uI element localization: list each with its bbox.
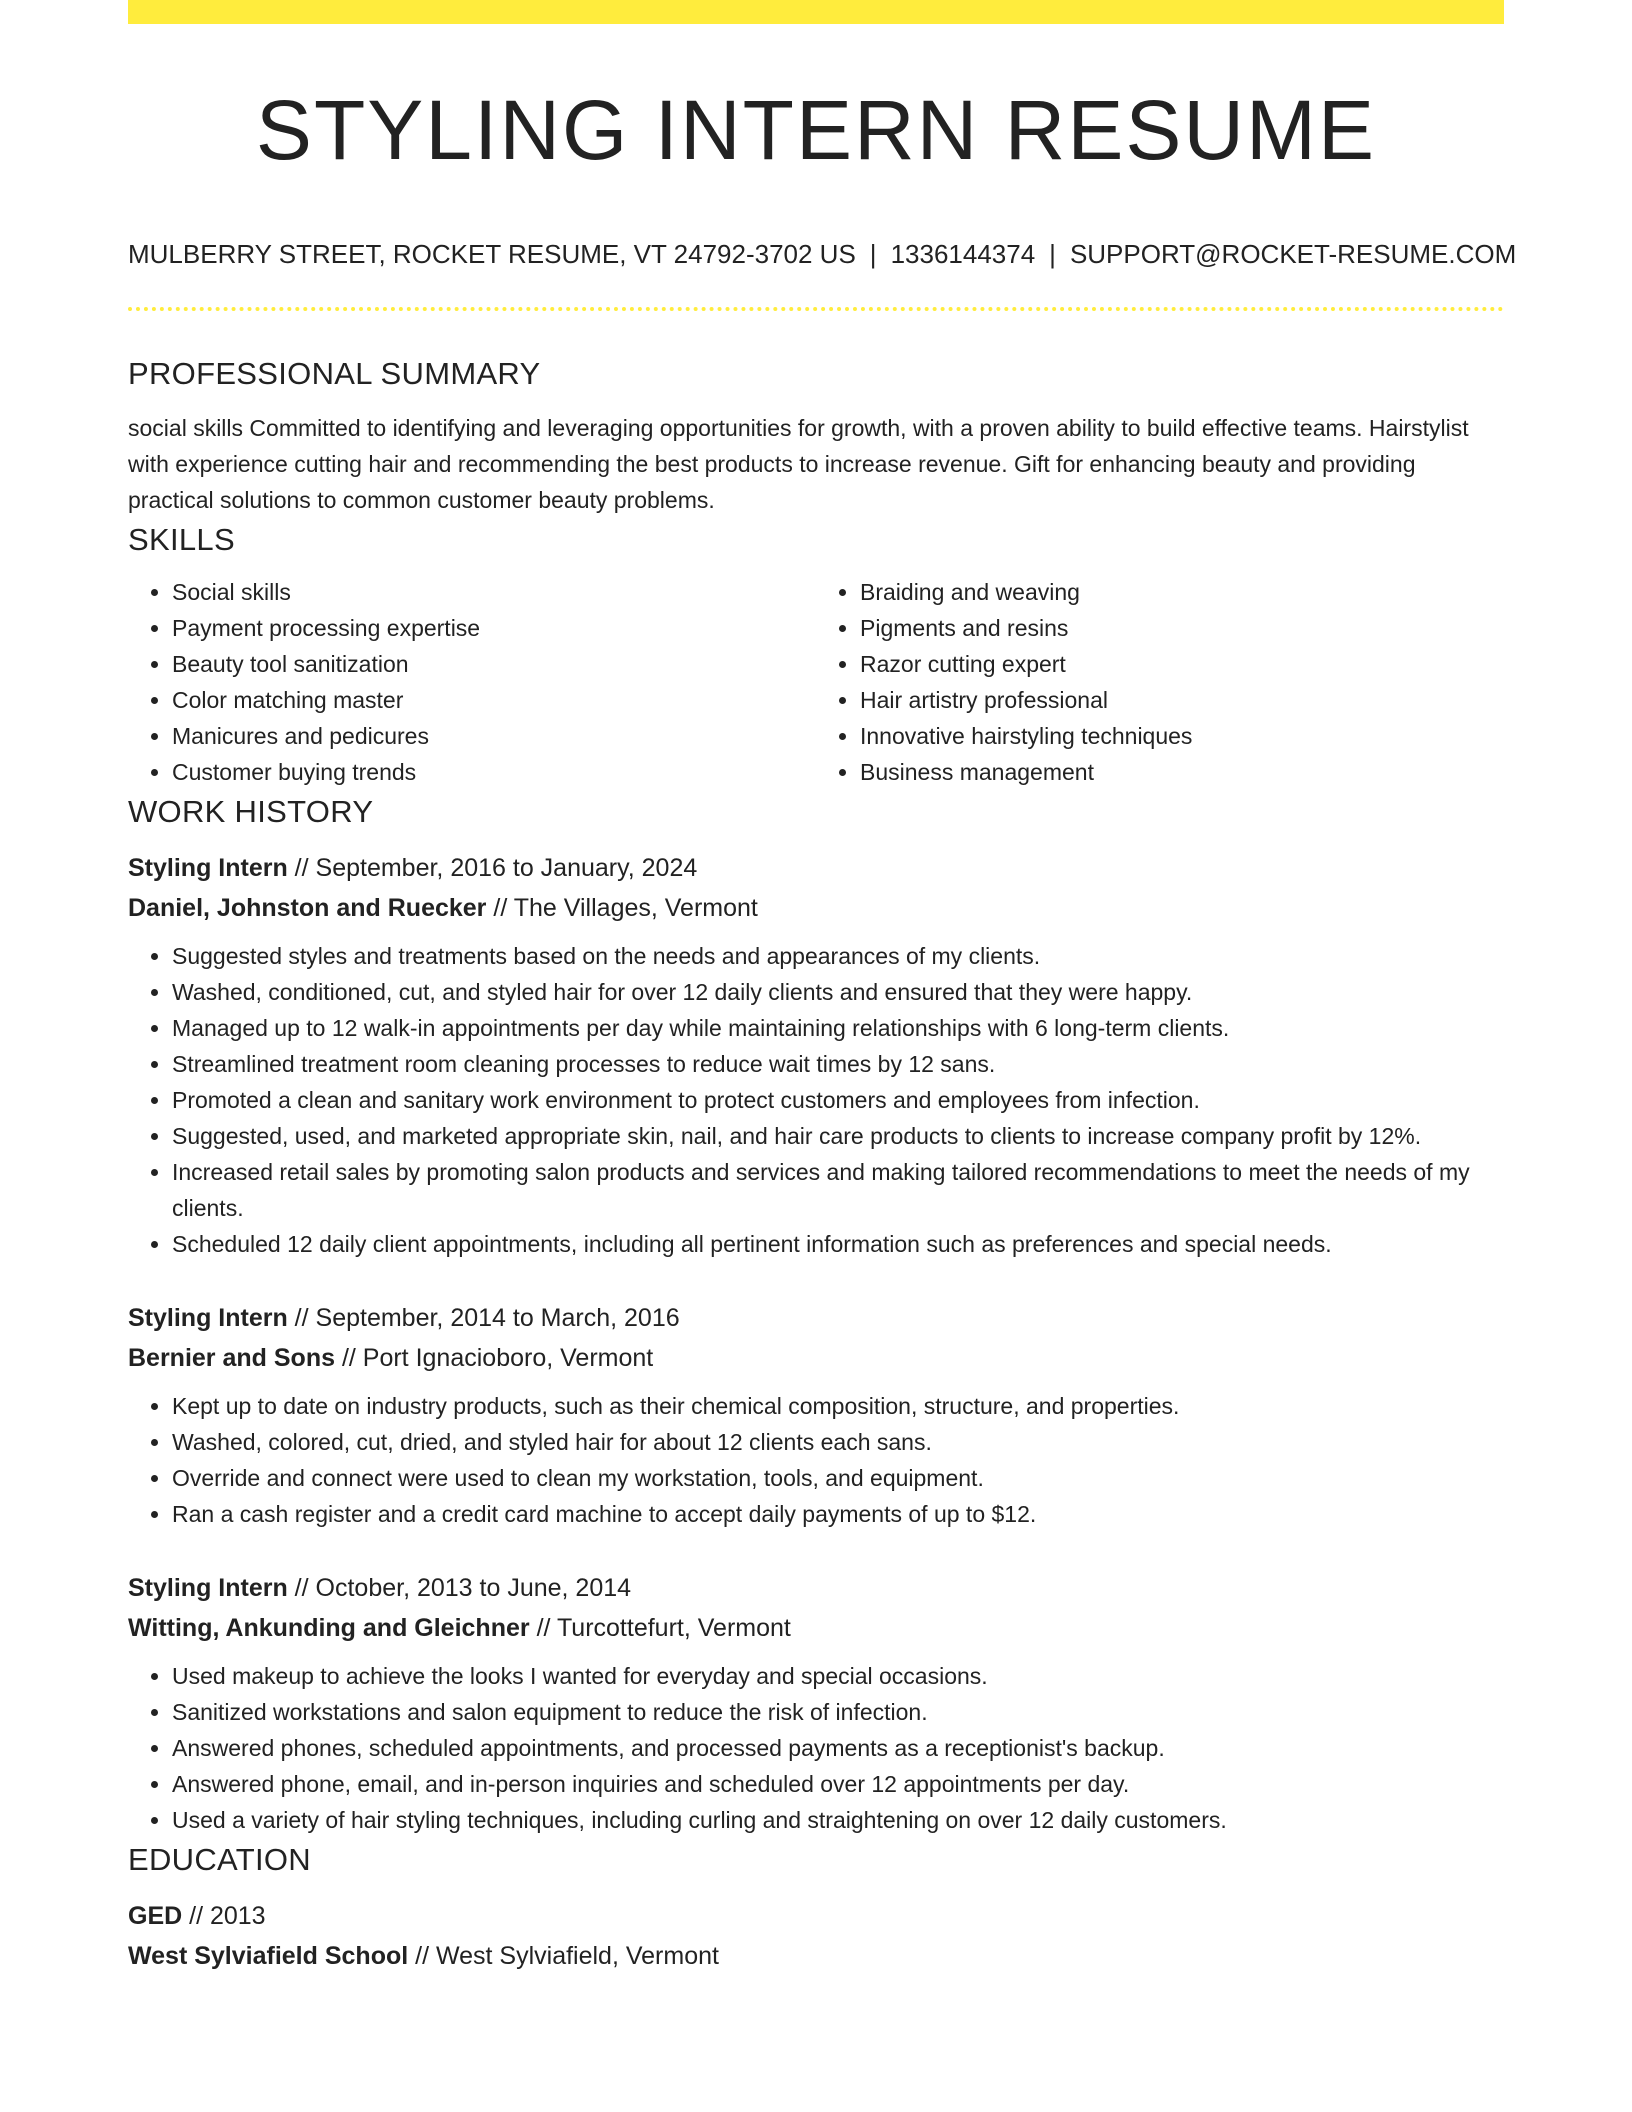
skill-item: • Hair artistry professional bbox=[860, 682, 1504, 718]
duty-item: • Washed, conditioned, cut, and styled hair for over 12 daily clients and ensured that they were happy. bbox=[172, 974, 1504, 1010]
duty-item: • Scheduled 12 daily client appointments, including all pertinent information such as preferences and special needs. bbox=[172, 1226, 1504, 1262]
contact-line bbox=[128, 236, 1517, 272]
skills-list-right bbox=[816, 574, 1504, 790]
duty-item: • Answered phones, scheduled appointments, and processed payments as a receptionist's backup. bbox=[172, 1730, 1504, 1766]
duty-item: • Used a variety of hair styling techniques, including curling and straightening on over 12 daily customers. bbox=[172, 1802, 1504, 1838]
contact-phone: 1336144374 bbox=[890, 239, 1036, 269]
job-duties bbox=[128, 1658, 1504, 1838]
job-title-line bbox=[128, 848, 1504, 888]
education-school: West Sylviafield School bbox=[128, 1942, 409, 1970]
job-title: Styling Intern bbox=[128, 854, 288, 882]
job-dates: // September, 2014 to March, 2016 bbox=[287, 1304, 680, 1332]
skills-columns bbox=[128, 574, 1504, 790]
job-entry bbox=[128, 1568, 1504, 1838]
work-history-section bbox=[128, 790, 1504, 1838]
job-company-line bbox=[128, 1608, 1504, 1648]
contact-separator: | bbox=[1049, 239, 1056, 269]
duty-item: • Override and connect were used to clean my workstation, tools, and equipment. bbox=[172, 1460, 1504, 1496]
duty-item: • Sanitized workstations and salon equipment to reduce the risk of infection. bbox=[172, 1694, 1504, 1730]
duty-item: • Suggested, used, and marketed appropriate skin, nail, and hair care products to clients to increase company profit by 12%. bbox=[172, 1118, 1504, 1154]
skill-item: • Pigments and resins bbox=[860, 610, 1504, 646]
duty-item: • Managed up to 12 walk-in appointments per day while maintaining relationships with 6 long-term clients. bbox=[172, 1010, 1504, 1046]
skill-item: • Color matching master bbox=[172, 682, 816, 718]
education-location: // West Sylviafield, Vermont bbox=[408, 1942, 719, 1970]
duty-item: • Kept up to date on industry products, such as their chemical composition, structure, and properties. bbox=[172, 1388, 1504, 1424]
skills-list-left bbox=[128, 574, 816, 790]
skill-item: • Payment processing expertise bbox=[172, 610, 816, 646]
skill-item: • Innovative hairstyling techniques bbox=[860, 718, 1504, 754]
duty-item: • Ran a cash register and a credit card machine to accept daily payments of up to $12. bbox=[172, 1496, 1504, 1532]
job-title: Styling Intern bbox=[128, 1304, 288, 1332]
skill-item: • Braiding and weaving bbox=[860, 574, 1504, 610]
education-year: // 2013 bbox=[182, 1902, 266, 1930]
skill-item: • Business management bbox=[860, 754, 1504, 790]
skill-item: • Social skills bbox=[172, 574, 816, 610]
resume-title: STYLING INTERN RESUME bbox=[255, 83, 1377, 177]
skill-item: • Razor cutting expert bbox=[860, 646, 1504, 682]
job-location: // Turcottefurt, Vermont bbox=[529, 1614, 791, 1642]
job-entry bbox=[128, 848, 1504, 1262]
job-entry bbox=[128, 1298, 1504, 1532]
duty-item: • Streamlined treatment room cleaning processes to reduce wait times by 12 sans. bbox=[172, 1046, 1504, 1082]
job-title-line bbox=[128, 1568, 1504, 1608]
job-company-line bbox=[128, 1338, 1504, 1378]
job-company-line bbox=[128, 888, 1504, 928]
education-degree: GED bbox=[128, 1902, 183, 1930]
section-heading-work-history: WORK HISTORY bbox=[128, 794, 374, 829]
job-title: Styling Intern bbox=[128, 1574, 288, 1602]
contact-separator: | bbox=[869, 239, 877, 269]
job-location: // Port Ignacioboro, Vermont bbox=[335, 1344, 654, 1372]
job-duties bbox=[128, 1388, 1504, 1532]
duty-item: • Suggested styles and treatments based on the needs and appearances of my clients. bbox=[172, 938, 1504, 974]
accent-bar bbox=[128, 0, 1504, 24]
education-section bbox=[128, 1838, 1504, 1976]
summary-text: social skills Committed to identifying and leveraging opportunities for growth, with a proven ability to build effective teams. Hairstylist with experience cutting hair and recommending the best products to increase revenue. Gift for enhancing beauty and providing practical solutions to common customer beauty problems. bbox=[128, 415, 1469, 513]
job-location: // The Villages, Vermont bbox=[486, 894, 758, 922]
job-company: Daniel, Johnston and Ruecker bbox=[128, 894, 487, 922]
job-title-line bbox=[128, 1298, 1504, 1338]
duty-item: • Increased retail sales by promoting salon products and services and making tailored recommendations to meet the needs of my clients. bbox=[172, 1154, 1504, 1226]
contact-email: SUPPORT@ROCKET-RESUME.COM bbox=[1069, 239, 1517, 269]
duty-item: • Answered phone, email, and in-person inquiries and scheduled over 12 appointments per day. bbox=[172, 1766, 1504, 1802]
job-duties bbox=[128, 938, 1504, 1262]
education-entry bbox=[128, 1896, 1504, 1976]
summary-section bbox=[128, 352, 1504, 518]
education-degree-line bbox=[128, 1896, 1504, 1936]
skill-item: • Customer buying trends bbox=[172, 754, 816, 790]
job-dates: // September, 2016 to January, 2024 bbox=[287, 854, 698, 882]
section-heading-summary: PROFESSIONAL SUMMARY bbox=[128, 356, 541, 391]
skill-item: • Beauty tool sanitization bbox=[172, 646, 816, 682]
duty-item: • Washed, colored, cut, dried, and styled hair for about 12 clients each sans. bbox=[172, 1424, 1504, 1460]
duty-item: • Used makeup to achieve the looks I wanted for everyday and special occasions. bbox=[172, 1658, 1504, 1694]
job-company: Witting, Ankunding and Gleichner bbox=[128, 1614, 530, 1642]
contact-address: MULBERRY STREET, ROCKET RESUME, VT 24792-3702 US bbox=[128, 239, 856, 269]
skills-section bbox=[128, 518, 1504, 790]
job-dates: // October, 2013 to June, 2014 bbox=[287, 1574, 632, 1602]
dotted-divider bbox=[128, 307, 1504, 311]
section-heading-education: EDUCATION bbox=[128, 1842, 311, 1877]
duty-item: • Promoted a clean and sanitary work environment to protect customers and employees from infection. bbox=[172, 1082, 1504, 1118]
section-heading-skills: SKILLS bbox=[128, 522, 235, 557]
education-school-line bbox=[128, 1936, 1504, 1976]
resume-content bbox=[128, 352, 1504, 1976]
job-company: Bernier and Sons bbox=[128, 1344, 335, 1372]
skill-item: • Manicures and pedicures bbox=[172, 718, 816, 754]
